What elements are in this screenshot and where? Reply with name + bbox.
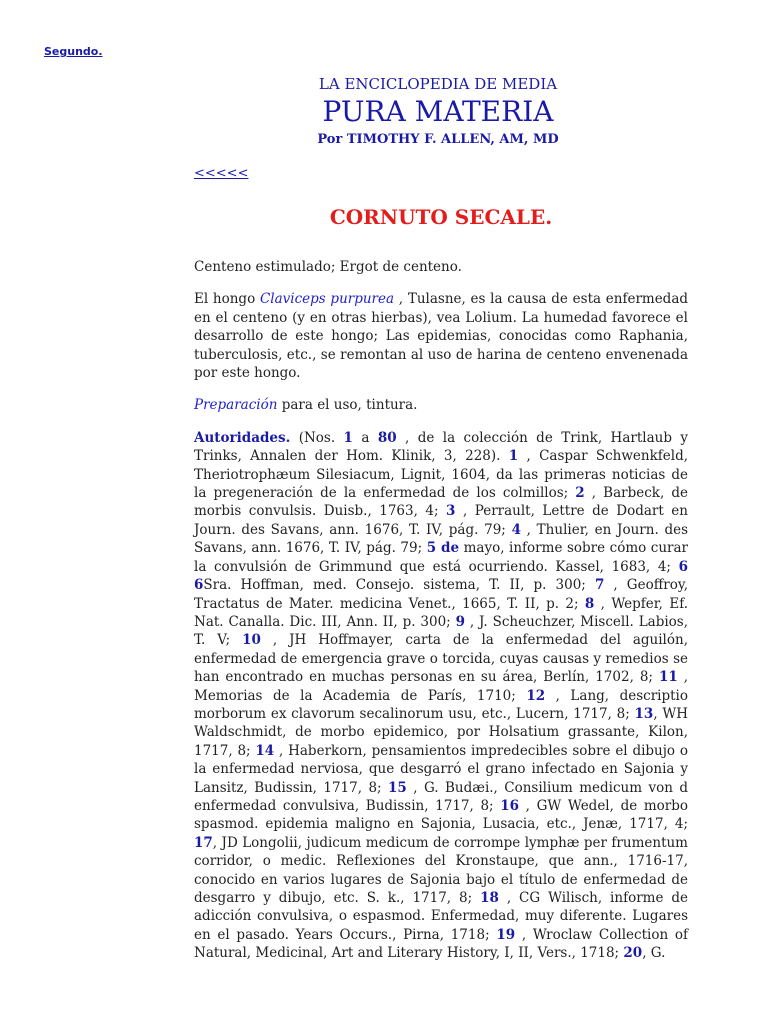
- reference-link[interactable]: 20: [623, 945, 643, 962]
- reference-link[interactable]: 18: [480, 890, 499, 906]
- authorities-text: , Memorias de la Academia de París, 1710;: [194, 669, 688, 704]
- authorities-text: , Wroclaw Collection of Natural, Medicinal, Art and Literary History, I, II, Vers., 1718;: [194, 926, 688, 962]
- authorities-text: , Barbeck, de morbis convulsis. Duisb., 1763, 4;: [194, 485, 688, 520]
- page-title: CORNUTO SECALE.: [329, 205, 553, 229]
- authorities-text: a: [352, 429, 378, 446]
- reference-link[interactable]: 10: [242, 632, 261, 649]
- preparation-label: Preparación: [194, 397, 278, 414]
- authorities-text: , Thulier, en Journ. des Savans, ann. 1676, T. IV, pág. 79;: [194, 521, 688, 557]
- authorities-text: , G.: [642, 945, 666, 962]
- reference-link[interactable]: 3: [446, 503, 456, 520]
- authorities-text: , WH Waldschmidt, de morbo epidemico, por Holsatium grassante, Kilon, 1717, 8;: [194, 705, 688, 759]
- intro-prefix: El hongo: [194, 291, 260, 308]
- article-body: [194, 258, 688, 977]
- species-name: Claviceps purpurea: [259, 291, 395, 308]
- synonyms-paragraph: Centeno estimulado; Ergot de centeno.: [194, 259, 462, 275]
- reference-link[interactable]: 80: [377, 429, 397, 446]
- header-subtitle: LA ENCICLOPEDIA DE MEDIA: [318, 75, 558, 93]
- authorities-text: , JD Longolii, judicum medicum de corrompe lymphæ per frumentum corridor, o medic. Reflexiones del Kronstaupe, que ann., 1716-17, conocido en varios lugares de Sajonia bajo el título de enfermedad de desgarro y dibujo, etc. S. k., 1717, 8;: [194, 834, 688, 906]
- authorities-text: , G. Budæi., Consilium medicum von d enfermedad convulsiva, Budissin, 1717, 8;: [194, 779, 688, 814]
- authorities-text: , Geoffroy, Tractatus de Mater. medicina Venet., 1665, T. II, p. 2;: [194, 577, 688, 612]
- reference-link[interactable]: 4: [511, 521, 521, 538]
- authorities-text: , de la colección de Trink, Hartlaub y Trinks, Annalen der Hom. Klinik, 3, 228).: [194, 429, 688, 465]
- reference-link[interactable]: 9: [455, 613, 466, 630]
- reference-link[interactable]: 7: [594, 577, 605, 594]
- nav-link-segundo[interactable]: Segundo.: [44, 45, 103, 58]
- intro-paragraph: [194, 290, 688, 382]
- reference-link[interactable]: 17: [194, 834, 213, 851]
- authorities-text: , GW Wedel, de morbo spasmod. epidemia maligno en Sajonia, Lusacia, etc., Jenæ, 1717, 4;: [194, 797, 688, 833]
- header: [0, 74, 768, 150]
- reference-link[interactable]: 6 6: [194, 558, 688, 594]
- reference-link[interactable]: 12: [526, 687, 546, 704]
- authorities-text: , Perrault, Lettre de Dodart en Journ. des Savans, ann. 1676, T. IV, pág. 79;: [194, 503, 688, 538]
- authorities-text: (Nos.: [290, 429, 344, 446]
- reference-link[interactable]: 15: [388, 779, 407, 796]
- authorities-text: , Lang, descriptio morborum ex clavorum secalinorum usu, etc., Lucern, 1717, 8;: [194, 687, 688, 722]
- preparation-text: para el uso, tintura.: [277, 397, 418, 414]
- reference-link[interactable]: 8: [584, 595, 595, 612]
- reference-link[interactable]: 16: [500, 797, 520, 814]
- reference-link[interactable]: 19: [496, 926, 516, 943]
- intro-text: , Tulasne, es la causa de esta enfermedad en el centeno (y en otras hierbas), vea Lolium. La humedad favorece el desarrollo de este hongo; Las epidemias, conocidas como Raphania, tuberculosis, etc., se remontan al uso de harina de centeno envenenada por este hongo.: [194, 291, 689, 382]
- authorities-text: , Wepfer, Ef. Nat. Canalla. Dic. III, Ann. II, p. 300;: [194, 595, 688, 630]
- authorities-text: , J. Scheuchzer, Miscell. Labios, T. V;: [194, 613, 689, 649]
- reference-link[interactable]: 5 de: [426, 540, 460, 557]
- authorities-paragraph: [194, 429, 688, 963]
- reference-link[interactable]: 14: [255, 742, 275, 759]
- authorities-text: , JH Hoffmayer, carta de la enfermedad del aguilón, enfermedad de emergencia grave o torcida, cuyas causas y remedios se han encontrado en muchas personas en su área, Berlín, 1702, 8;: [194, 632, 688, 686]
- preparation-paragraph: [194, 396, 688, 414]
- authorities-text: mayo, informe sobre cómo curar la convulsión de Grimmund que está ocurriendo. Kassel, 1683, 4;: [194, 540, 689, 575]
- reference-link[interactable]: 1: [508, 448, 519, 465]
- reference-link[interactable]: 13: [634, 705, 654, 722]
- reference-link[interactable]: 11: [658, 669, 678, 686]
- authorities-text: , CG Wilisch, informe de adicción convulsiva, o espasmod. Enfermedad, muy diferente. Lugares en el pasado. Years Occurs., Pirna, 1718;: [194, 890, 688, 943]
- back-link[interactable]: <<<<<: [194, 166, 249, 181]
- authorities-text: Sra. Hoffman, med. Consejo. sistema, T. II, p. 300;: [203, 577, 595, 594]
- header-author: Por TIMOTHY F. ALLEN, AM, MD: [317, 132, 559, 147]
- header-title: PURA MATERIA: [322, 95, 554, 128]
- reference-link[interactable]: 1: [343, 429, 353, 446]
- reference-link[interactable]: 2: [575, 485, 585, 502]
- authorities-text: , Caspar Schwenkfeld, Theriotrophæum Silesiacum, Lignit, 1604, da las primeras noticias de la pregeneración de la enfermedad de los colmillos;: [194, 448, 688, 502]
- authorities-label: Autoridades.: [194, 429, 291, 446]
- authorities-text: , Haberkorn, pensamientos impredecibles sobre el dibujo o la enfermedad nerviosa, que desgarró el grano infectado en Sajonia y Lansitz, Budissin, 1717, 8;: [194, 742, 688, 796]
